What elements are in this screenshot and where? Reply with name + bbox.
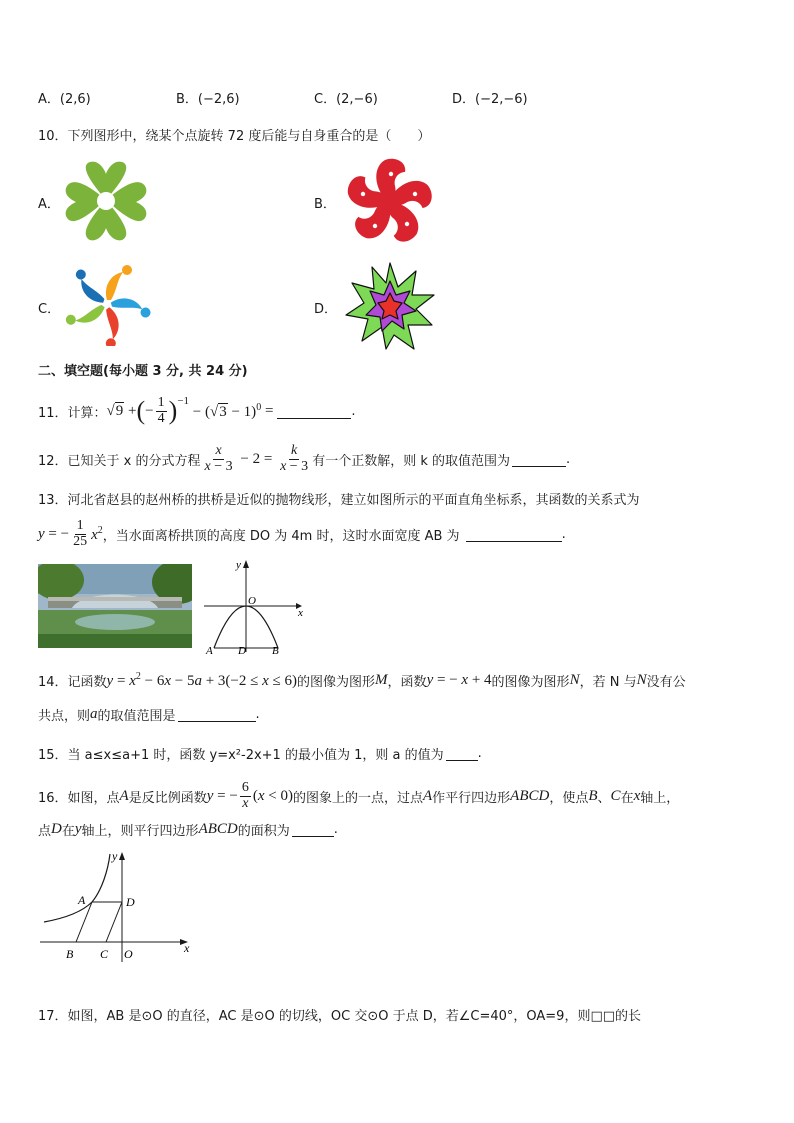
q13-answer-blank[interactable] bbox=[466, 527, 562, 542]
q16-text-i: 点 bbox=[38, 824, 52, 839]
q12-mid: 有一个正数解，则 k 的取值范围为 bbox=[312, 453, 510, 469]
q14-text-h: 的取值范围是 bbox=[97, 709, 176, 724]
q9-option-d: D．(−2,−6) bbox=[452, 92, 528, 107]
q16-point-a: A bbox=[119, 787, 129, 804]
q11-exp-neg1: −1 bbox=[177, 395, 190, 407]
q15-answer-blank[interactable] bbox=[446, 746, 478, 761]
q16-text-h: 轴上， bbox=[640, 790, 680, 806]
q13-label-x: x bbox=[298, 607, 303, 619]
q14-figure-n2: N bbox=[636, 671, 647, 688]
q16-point-d: D bbox=[51, 821, 62, 837]
q9-option-b: B．(−2,6) bbox=[176, 92, 240, 107]
q11: 11．计算： √9 + ( − $\frac{1}{4}$ ) $^{-1}$ − $(√3 - 1)^0$ = . bbox=[38, 394, 356, 426]
q16-line1 bbox=[38, 778, 679, 814]
q12-end: . bbox=[565, 451, 571, 467]
q11-paren-close: ) bbox=[168, 396, 178, 425]
q12-answer-blank[interactable] bbox=[512, 452, 566, 467]
q13-label-b: B bbox=[272, 645, 279, 656]
q15-text: 15．当 a≤x≤a+1 时，函数 y=x²-2x+1 的最小值为 1，则 a 的值为 bbox=[38, 748, 444, 763]
q10-option-d: D． bbox=[314, 302, 338, 317]
q16-abcd: ABCD bbox=[510, 787, 550, 804]
q11-answer-blank[interactable] bbox=[277, 404, 351, 419]
q16-text-c: 的图象上的一点，过点 bbox=[292, 790, 423, 806]
q13-label-a: A bbox=[206, 645, 213, 656]
clover-figure bbox=[60, 160, 152, 244]
q14-text-b: 的图像为图形 bbox=[297, 674, 376, 690]
q11-quarter: $\frac{1}{4}$ bbox=[157, 394, 165, 426]
q14-var-a: a bbox=[90, 706, 98, 722]
q14-line1 bbox=[38, 668, 686, 692]
q12-prefix: 12．已知关于 x 的分式方程 bbox=[38, 453, 201, 469]
q16-answer-blank[interactable] bbox=[292, 822, 334, 837]
q16-point-a2: A bbox=[422, 787, 433, 804]
q14-func-m: $y = x^2 - 6x - 5a + 3(-2 \le x \le 6)$ bbox=[106, 670, 298, 689]
q16-text-j: 在 bbox=[61, 824, 75, 839]
q16-text-f: 、 bbox=[597, 790, 611, 806]
q11-term: − $(√3 - 1)^0$ bbox=[189, 401, 262, 420]
q14-func-n: y = − x + 4 bbox=[426, 671, 492, 688]
q16-text-l: 的面积为 bbox=[237, 824, 290, 839]
q16-domain: (x < 0) bbox=[252, 787, 293, 804]
q13-label-o: O bbox=[248, 595, 256, 607]
q13-parabola-graph bbox=[200, 556, 308, 656]
q16-label-o: O bbox=[124, 947, 133, 961]
q10-option-c: C． bbox=[38, 302, 61, 317]
q16-label-b: B bbox=[66, 947, 74, 961]
q13-formula-x2: $x^2$ bbox=[91, 524, 103, 543]
q13-label-y: y bbox=[236, 559, 241, 571]
q16-text-e: ，使点 bbox=[549, 790, 589, 806]
q15-end: . bbox=[477, 746, 482, 761]
q14-text-a: 14．记函数 bbox=[38, 674, 107, 690]
q13-formula-eq: = − bbox=[44, 525, 70, 542]
q11-plus: + bbox=[124, 402, 137, 419]
q11-minus: − bbox=[145, 402, 154, 419]
pinwheel-people-figure bbox=[62, 262, 152, 346]
q16-label-y: y bbox=[112, 850, 118, 863]
q14-answer-blank[interactable] bbox=[178, 707, 256, 722]
q14-line2 bbox=[38, 705, 260, 724]
q16-axis-y: y bbox=[74, 821, 82, 837]
q14-text-f: 没有公 bbox=[646, 674, 686, 690]
q16-point-b: B bbox=[588, 787, 598, 804]
q13-line1: 13．河北省赵县的赵州桥的拱桥是近似的抛物线形，建立如图所示的平面直角坐标系，其函数的关系式为 bbox=[38, 493, 640, 508]
q16-axis-x: x bbox=[633, 787, 641, 804]
q12-frac-k: $\frac{k}{x - 3}$ bbox=[280, 442, 309, 474]
q10-option-a: A． bbox=[38, 197, 60, 212]
q16-frac: $\frac{6}{x}$ bbox=[241, 779, 249, 811]
q16-hyperbola-graph bbox=[36, 850, 196, 966]
q12-minus2: − 2 = bbox=[236, 450, 277, 467]
q17-text: 17．如图，AB 是⊙O 的直径，AC 是⊙O 的切线，OC 交⊙O 于点 D，若∠C=40°，OA=9，则□□的长 bbox=[38, 1009, 642, 1024]
q16-text-a: 16．如图，点 bbox=[38, 790, 120, 806]
q14-text-e: ，若 N 与 bbox=[579, 674, 637, 690]
q13-label-d: D bbox=[238, 645, 246, 656]
q16-point-c: C bbox=[610, 787, 621, 804]
q10-option-b: B． bbox=[314, 197, 336, 212]
bauhinia-figure bbox=[340, 156, 438, 246]
q16-text-d: 作平行四边形 bbox=[432, 790, 511, 806]
star-figure bbox=[344, 262, 436, 352]
q13-formula-y: y bbox=[38, 525, 45, 542]
q14-text-g: 共点，则 bbox=[38, 709, 91, 724]
q14-figure-n: N bbox=[569, 671, 580, 688]
q11-sqrt9: √9 bbox=[106, 402, 124, 419]
q16-text-g: 在 bbox=[620, 790, 634, 806]
q13-end: . bbox=[561, 526, 566, 542]
q16-label-x: x bbox=[184, 941, 190, 955]
q14-end: . bbox=[255, 707, 260, 722]
q9-option-a: A．(2,6) bbox=[38, 92, 91, 107]
q16-label-c: C bbox=[100, 947, 109, 961]
q10-stem: 10．下列图形中，绕某个点旋转 72 度后能与自身重合的是（ ） bbox=[38, 129, 431, 144]
q14-text-c: ，函数 bbox=[387, 674, 427, 690]
q16-line2 bbox=[38, 820, 338, 839]
q13-line2 bbox=[38, 516, 566, 552]
q11-prefix: 11．计算： bbox=[38, 405, 107, 421]
q12-frac-x: $\frac{x}{x - 3}$ bbox=[204, 442, 233, 474]
bridge-photo bbox=[38, 564, 192, 648]
q13-formula-frac: $\frac{1}{25}$ bbox=[73, 517, 88, 549]
q13-line2-text: ，当水面离桥拱顶的高度 DO 为 4m 时，这时水面宽度 AB 为 bbox=[102, 528, 460, 544]
q16-label-d: D bbox=[126, 895, 135, 909]
q11-paren-open: ( bbox=[136, 396, 146, 425]
q15 bbox=[38, 744, 482, 763]
q16-text-b: 是反比例函数 bbox=[128, 790, 207, 806]
q16-label-a: A bbox=[78, 893, 86, 907]
q14-text-d: 的图像为图形 bbox=[491, 674, 570, 690]
q9-option-c: C．(2,−6) bbox=[314, 92, 378, 107]
q16-abcd2: ABCD bbox=[198, 821, 238, 837]
q16-end: . bbox=[333, 822, 338, 837]
q16-func: y = − bbox=[206, 787, 238, 804]
q14-figure-m: M bbox=[375, 671, 388, 688]
q16-text-k: 轴上，则平行四边形 bbox=[81, 824, 199, 839]
q12 bbox=[38, 442, 570, 476]
section-2-title: 二、填空题(每小题 3 分, 共 24 分) bbox=[38, 364, 248, 379]
q11-equals: = bbox=[264, 402, 274, 419]
